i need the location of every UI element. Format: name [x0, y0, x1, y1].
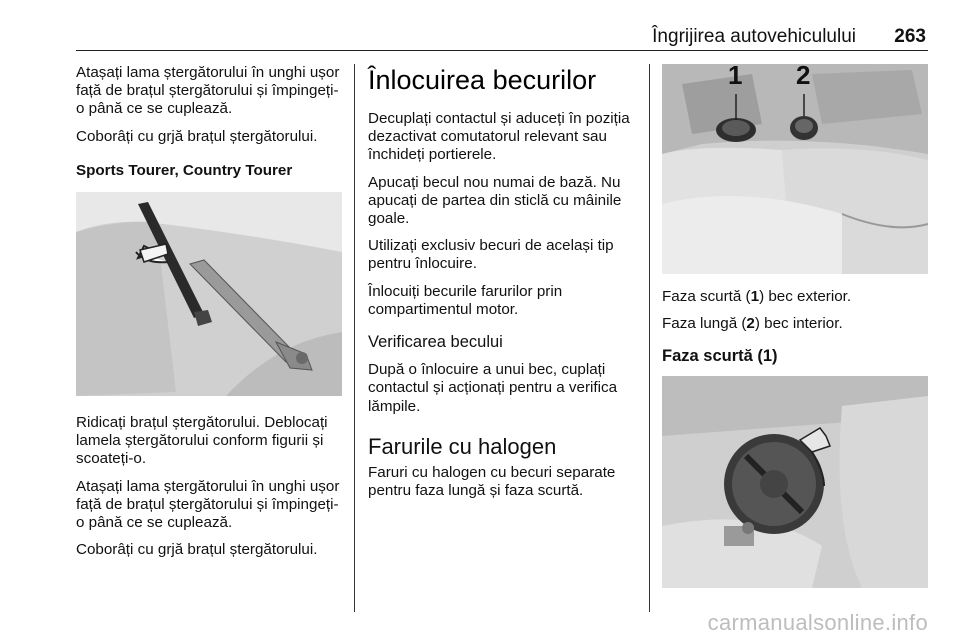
low-beam-illustration — [662, 376, 928, 588]
column-divider — [354, 64, 355, 612]
paragraph: Apucați becul nou numai de bază. Nu apucați de partea din sticlă cu mâinile goale. — [368, 173, 622, 228]
column-left — [76, 64, 342, 568]
caption-text: Faza scurtă ( — [662, 288, 751, 305]
wiper-illustration — [76, 192, 342, 396]
paragraph: Decuplați contactul și aduceți în poziția dezactivat comutatorul relevant sau închideți portierele. — [368, 110, 630, 164]
paragraph: Faruri cu halogen cu becuri separate pentru faza lungă și faza scurtă. — [368, 463, 616, 500]
section-title: Înlocuirea becurilor — [368, 65, 597, 95]
caption-number: 1 — [750, 288, 760, 305]
subsection-heading: Verificarea becului — [368, 333, 503, 352]
caption-text: ) bec exterior. — [759, 288, 852, 305]
caption-text: Faza lungă ( — [662, 315, 747, 333]
paragraph: Atașați lama ștergătorului în unghi ușor față de brațul ștergătorului și împingeți-o până ce se cuplează. — [76, 477, 340, 532]
caption-number: 2 — [746, 315, 755, 333]
paragraph: Coborâți cu grjă brațul ștergătorului. — [76, 541, 318, 559]
paragraph: După o înlocuire a unui bec, cuplați contactul și acționați pentru a verifica lămpile. — [368, 361, 618, 415]
caption-text: ) bec interior. — [754, 315, 843, 333]
section-heading: Sports Tourer, Country Tourer — [76, 161, 293, 179]
column-middle — [368, 64, 638, 509]
watermark: carmanualsonline.info — [707, 610, 928, 635]
low-beam-figure — [662, 376, 928, 588]
header-title: Îngrijirea autovehiculului — [652, 26, 856, 47]
paragraph: Înlocuiți becurile farurilor prin compartimentul motor. — [368, 282, 563, 318]
section-title-2: Farurile cu halogen — [368, 433, 557, 459]
headlamp-figure — [662, 64, 928, 274]
section-heading: Faza scurtă (1) — [662, 347, 778, 366]
paragraph: Coborâți cu grjă brațul ștergătorului. — [76, 127, 318, 145]
column-right — [662, 64, 928, 588]
wiper-figure — [76, 192, 342, 396]
column-divider — [649, 64, 650, 612]
caption — [662, 288, 928, 306]
engine-bay-illustration — [662, 64, 928, 274]
figure-label-1: 1 — [728, 64, 743, 90]
figure-label-2: 2 — [796, 64, 811, 90]
page-number: 263 — [894, 26, 926, 47]
paragraph: Ridicați brațul ștergătorului. Deblocați lamela ștergătorului conform figurii și scoateți-o. — [76, 414, 328, 468]
page-header — [76, 24, 928, 51]
caption — [662, 315, 928, 333]
paragraph: Atașați lama ștergătorului în unghi ușor față de brațul ștergătorului și împingeți-o până ce se cuplează. — [76, 64, 340, 118]
paragraph: Utilizați exclusiv becuri de același tip pentru înlocuire. — [368, 237, 614, 273]
